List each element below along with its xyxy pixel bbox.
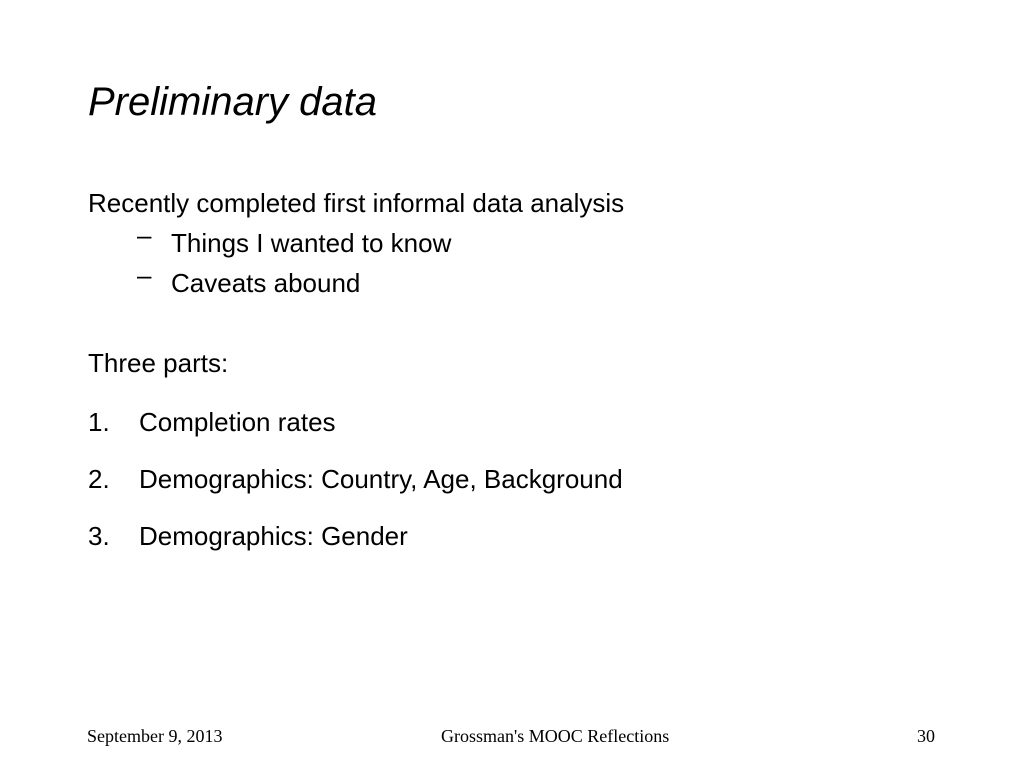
footer-date: September 9, 2013 (87, 726, 223, 746)
sub-bullet-item (137, 220, 452, 259)
numbered-list-item (88, 463, 623, 495)
slide-title: Preliminary data (88, 80, 378, 124)
dash-bullet-icon: – (137, 260, 152, 290)
dash-bullet-icon: – (137, 220, 152, 250)
sub-bullet-text: Things I wanted to know (171, 228, 452, 258)
list-item-text: Demographics: Country, Age, Background (139, 464, 623, 494)
footer-title: Grossman's MOOC Reflections (441, 726, 670, 746)
list-number: 1. (88, 407, 110, 437)
numbered-list-item (88, 520, 408, 552)
numbered-list-item (88, 406, 336, 438)
list-item-text: Completion rates (139, 407, 336, 437)
intro-text: Recently completed first informal data analysis (88, 188, 625, 218)
sub-bullet-item (137, 260, 361, 299)
sub-bullet-text: Caveats abound (171, 268, 361, 298)
footer-page-number: 30 (917, 726, 935, 746)
list-item-text: Demographics: Gender (139, 521, 408, 551)
list-number: 2. (88, 464, 110, 494)
list-number: 3. (88, 521, 110, 551)
parts-heading: Three parts: (88, 348, 229, 378)
